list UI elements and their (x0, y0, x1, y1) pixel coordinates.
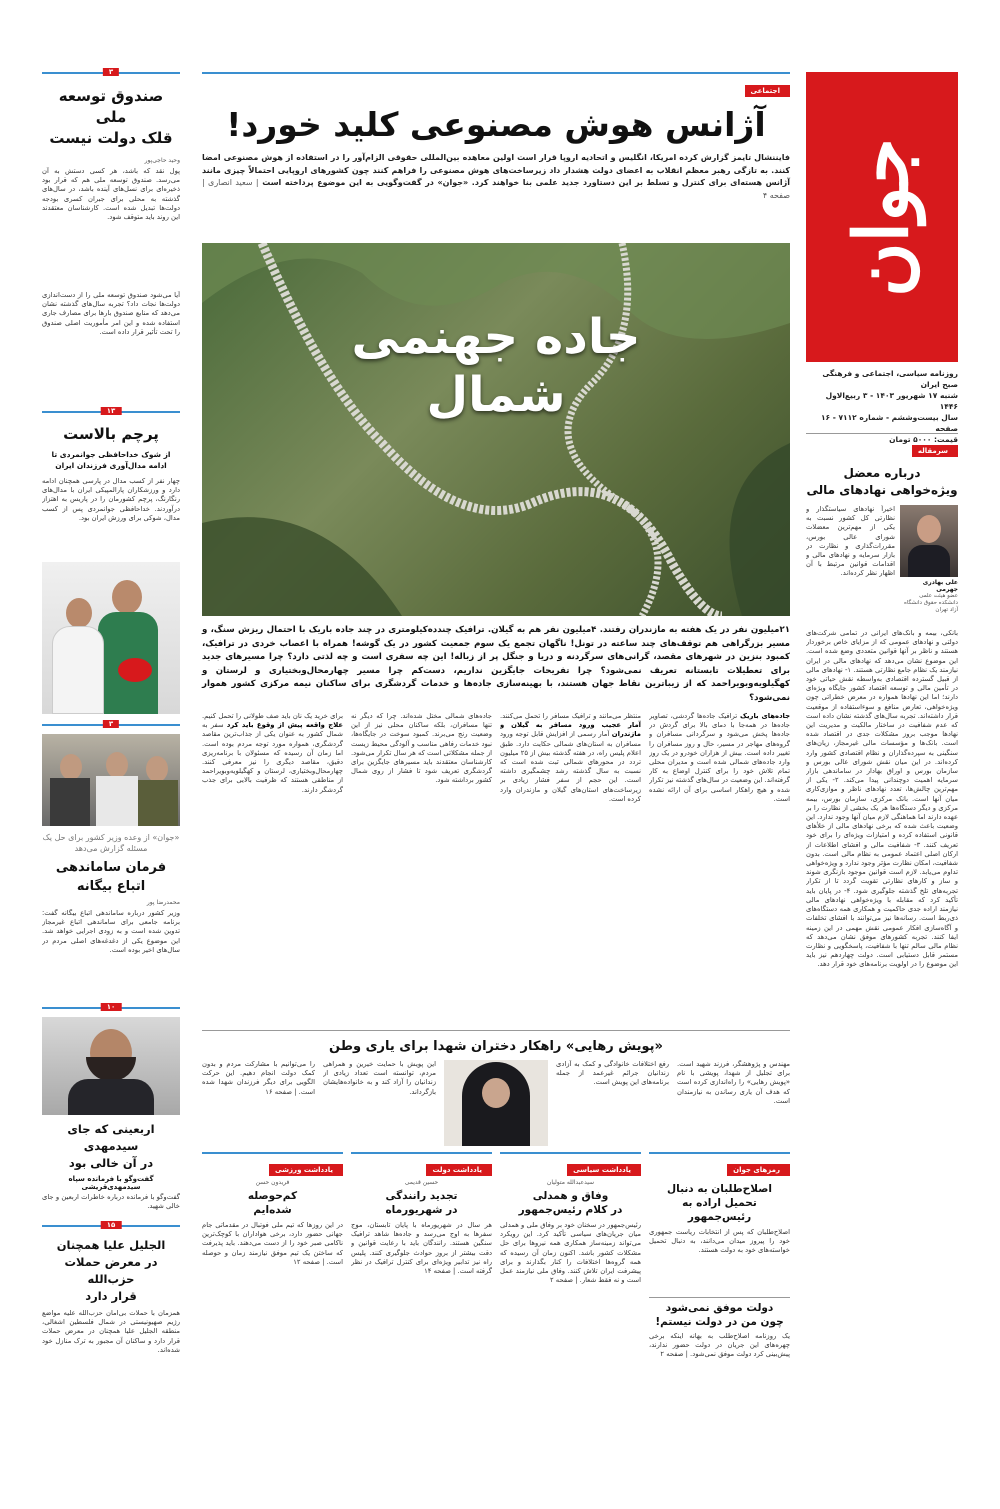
note-2-author: حسین قدیمی (404, 1179, 439, 1186)
photo-title-1: جاده جهنمی (351, 309, 641, 365)
note-3-title-2: در کلام رئیس‌جمهور (518, 1204, 623, 1216)
note-3: یادداشت سیاسی سیدعبدالله متولیان وفاق و همدلی در کلام رئیس‌جمهور رئیس‌جمهور در سخنان خود بر وفاق ملی و همدلی میان جریان‌های سیاسی تأکید کرد. این رویکرد می‌تواند زمینه‌ساز همکاری همه نیروها برای حل مشکلات کشور باشد. اکنون زمان آن رسیده که همه گروه‌ها اختلافات را کنار بگذارند و برای پیشرفت ایران تلاش کنند. وفاق ملی نیازمند عمل است و نه فقط شعار. | صفحه ۲ (500, 1152, 641, 1388)
note-4b-title-2: چون من در دولت نیستم! (655, 1316, 784, 1328)
left-s4-title-2: در آن خالی بود (68, 1156, 154, 1170)
left-s3-page: ۳ (103, 720, 119, 728)
masthead-date: شنبه ۱۷ شهریور ۱۴۰۳ - ۳ ربیع‌الاول ۱۴۴۶ (825, 391, 958, 411)
editorial-tag: سرمقاله (912, 445, 958, 457)
note-3-title-1: وفاق و همدلی (532, 1190, 609, 1202)
main-headline: آژانس هوش مصنوعی کلید خورد! (226, 105, 766, 144)
editorial-author-role: عضو هیئت علمی دانشکده حقوق دانشگاه آزاد تهران (903, 593, 958, 613)
main-photo (202, 243, 790, 616)
left-s5-title-3: قرار دارد (85, 1289, 137, 1303)
note-3-author: سیدعبدالله متولیان (546, 1179, 595, 1186)
left-s3-title-2: اتباع بیگانه (76, 879, 146, 894)
masthead-price: قیمت: ۵۰۰۰ تومان (889, 435, 958, 444)
left-s5-page: ۱۵ (101, 1221, 122, 1229)
note-1-title-2: شده‌ایم (253, 1204, 292, 1216)
note-4b-title-1: دولت موفق نمی‌شود (665, 1302, 774, 1314)
note-2-tag: یادداشت دولت (426, 1164, 492, 1176)
masthead (806, 72, 958, 445)
note-2-title-1: تجدید رانندگی (385, 1190, 458, 1202)
main-lead-text: فایننشال تایمز گزارش کرده امریکا، انگلیس و اتحادیه اروپا قرار است اولین معاهده بین‌المللی حقوقی الزام‌آور را در استفاده از هوش مصنوعی امضا کنند. به تازگی رهبر معظم انقلاب به اعضای دولت هشدار داد زیرساخت‌های هوش مصنوعی را فراهم کنند چون کشورهای اروپایی احتمالاً چیزی مانند آژانس هسته‌ای برای کنترل و تسلط بر این دستاورد جدید علمی بنا خواهند کرد. «جوان» در گفت‌وگویی به این موضوع پرداخته است (202, 153, 791, 187)
left-s5-title-1: الجلیل علیا همچنان (56, 1238, 166, 1252)
left-s3-title-1: فرمان ساماندهی (55, 860, 167, 875)
left-s2-title: پرچم بالاست (63, 425, 159, 443)
logo (806, 72, 958, 362)
editorial-column: سرمقاله درباره معضل ویژه‌خواهی نهادهای مالی علی بهادری جهرمی عضو هیئت علمی دانشکده حقوق دانشگاه آزاد تهران اخیراً نهادهای سیاستگذار و نظارتی کل کشور نسبت به یکی از مهم‌ترین معضلات شورای عالی بورس، مقررات‌گذاری و نظارت در بازار سرمایه و نهادهای مالی و اقدامات قوانین مرتبط با آن اظهار نظر کرده‌اند. بانکی، بیمه و بانک‌های ایرانی در تمامی شرکت‌های دولتی و نهادهای عمومی که از مزایای خاص برخوردار هستند و ناظر بر آنها قوانین متعددی وضع شده است. این موضوع نشان می‌دهد که نهادهای مالی در ایران نیازمند یک نظام جامع نظارتی هستند. ۱- نهادهای مالی از قبیل گسترده اقتصادی به‌واسطه نقش حیاتی خود در تأمین مالی و توسعه اقتصاد کشور جایگاه ویژه‌ای دارند؛ اما این نهادها همواره در معرض خطراتی چون ویژه‌خواهی، تعارض منافع و سوءاستفاده از موقعیت قرار داشته‌اند. تجربه سال‌های گذشته نشان داده است که عدم شفافیت در ساختار مالکیت و مدیریت این نهادها موجب بروز مشکلات جدی در اقتصاد شده است. بانک‌ها و مؤسسات مالی غیرمجاز، زیان‌های سنگینی به سپرده‌گذاران و نظام اقتصادی کشور وارد کرده‌اند. در این میان نقش شورای عالی بورس و سازمان بورس و اوراق بهادار در ساماندهی بازار سرمایه اهمیت دوچندانی پیدا می‌کند. ۲- یکی از مهم‌ترین چالش‌ها، تعدد نهادهای ناظر و موازی‌کاری میان آنها است. بانک مرکزی، سازمان بورس، بیمه مرکزی و دیگر دستگاه‌ها هر یک بخشی از نظارت را بر عهده دارند اما هماهنگی لازم میان آنها وجود ندارد. این وضعیت باعث شده که برخی نهادهای مالی از خلأهای قانونی استفاده کرده و امتیازات ویژه‌ای را برای خود تعریف کنند. ۳- شفافیت مالی و افشای اطلاعات از ارکان اصلی اعتماد عمومی به نظام مالی است. بدون شفافیت، امکان نظارت مؤثر وجود ندارد و ویژه‌خواهی تداوم می‌یابد. لازم است قوانین موجود بازنگری شوند و ساز و کارهای نظارتی تقویت گردد تا از تکرار تجربه‌های تلخ گذشته جلوگیری شود. ۴- در پایان باید تأکید کرد که مقابله با ویژه‌خواهی نهادهای مالی نیازمند اراده جدی حاکمیت و همکاری همه دستگاه‌های ذی‌ربط است. رسانه‌ها نیز می‌توانند با افشای تخلفات و آگاه‌سازی افکار عمومی نقش مهمی در این زمینه ایفا کنند. تجربه کشورهای موفق نشان می‌دهد که نظام مالی سالم تنها با شفافیت، پاسخگویی و نظارت مستمر قابل دستیابی است. دولت چهاردهم نیز باید این موضوع را در اولویت برنامه‌های خود قرار دهد. (806, 433, 958, 1509)
note-3-tag: یادداشت سیاسی (567, 1164, 641, 1176)
note-2: یادداشت دولت حسین قدیمی تجدید رانندگی در شهریورماه هر سال در شهریورماه با پایان تابستان، موج سفرها به اوج می‌رسد و جاده‌ها شاهد ترافیک سنگین هستند. رانندگان باید با رعایت قوانین و دقت بیشتر از بروز حوادث جلوگیری کنند. پلیس راه نیز تدابیر ویژه‌ای برای کنترل ترافیک در نظر گرفته است. | صفحه ۱۴ (351, 1152, 492, 1388)
masthead-issue: سال بیست‌وششم - شماره ۷۱۱۲ - ۱۶ صفحه (820, 413, 958, 433)
left-s3-kicker: «جوان» از وعده وزیر کشور برای حل یک مسئله گزارش می‌دهد (42, 833, 180, 853)
left-s3-photo (42, 734, 180, 826)
author-avatar (900, 505, 958, 577)
note-4: رمزهای جوان اصلاح‌طلبان به دنبال تحمیل اراده به رئیس‌جمهور اصلاح‌طلبان که پس از انتخابات ریاست جمهوری خود را پیروز میدان می‌دانند، به دنبال تحمیل خواسته‌های خود به دولت هستند. دولت موفق نمی‌شود چون من در دولت نیستم! یک روزنامه اصلاح‌طلب به بهانه اینکه برخی چهره‌های این جریان در دولت حضور ندارند، پیش‌بینی کرد دولت موفق نمی‌شود. | صفحه ۲ (649, 1152, 790, 1388)
left-s1-author: وحید حاجی‌پور (144, 157, 180, 164)
editorial-title-2: ویژه‌خواهی نهادهای مالی (806, 483, 958, 497)
photo-title-2: شمال (426, 367, 566, 423)
left-s1-page: ۳ (103, 68, 119, 76)
main-tag: اجتماعی (745, 85, 791, 97)
note-2-title-2: در شهریورماه (385, 1204, 458, 1216)
left-s1-title-2: قلک دولت نیست (49, 129, 173, 147)
martyrs-band: «پویش رهایی» راهکار دختران شهدا برای یاری وطن مهندس و پژوهشگر، فرزند شهید است. برای تجلیل از شهدا، پویشی با نام «پویش رهایی» را راه‌اندازی کرده است که هدف آن یاری رساندن به نیازمندان است. رفع اختلافات خانوادگی و کمک به آزادی زندانیان جرائم غیرعمد از جمله برنامه‌های این پویش است. این پویش با حمایت خیرین و همراهی مردم، توانسته است تعداد زیادی از زندانیان را آزاد کند و به خانواده‌هایشان بازگرداند. را می‌توانیم با مشارکت مردم و بدون کمک دولت انجام دهیم. این حرکت الگویی برای دیگر فرزندان شهدا شده است. | صفحه ۱۶ (202, 1030, 790, 1148)
logo-text: جوان (839, 137, 925, 297)
left-s4-title-1: اربعینی که جای سیدمهدی (67, 1122, 155, 1153)
bottom-notes (202, 1152, 790, 1388)
main-subhead-1: آمار عجیب ورود مسافر به گیلان و مازندران (500, 721, 641, 739)
left-s2-photo (42, 562, 180, 714)
note-4-tag: رمزهای جوان (727, 1164, 790, 1176)
left-column: ۳ صندوق توسعه ملی قلک دولت نیست وحید حاجی‌پور پول نقد که باشد، هر کسی دستش به آن می‌رسد. صندوق توسعه ملی هم که قرار بود ذخیره‌ای برای نسل‌های آینده باشد، در سال‌های گذشته به محلی برای جبران کسری بودجه دولت‌ها تبدیل شده است. کارشناسان معتقدند این روند باید متوقف شود. آیا می‌شود صندوق توسعه ملی را از دست‌اندازی دولت‌ها نجات داد؟ تجربه سال‌های گذشته نشان می‌دهد که منابع صندوق بارها برای مصارف جاری استفاده شده و این امر مأموریت اصلی صندوق را تحت تأثیر قرار داده است. ۱۳ پرچم بالاست از شوک خداحافظی جوانمردی تا ادامه مدال‌آوری فرزندان ایران چهار نفر از کسب مدال در پارسی همچنان ادامه دارد و ورزشکاران پارالمپیکی ایران با مدال‌های رنگارنگ، پرچم کشورمان را در پاریس به اهتزاز درآوردند. خداحافظی جوانمردی پس از کسب مدال، شوکی برای ورزش ایران بود. ۳ «جوان» از وعده وزیر کشور برای حل یک مسئله گزارش می‌دهد فرمان ساماندهی اتباع بیگانه محمدرضا پور وزیر کشور درباره ساماندهی اتباع بیگانه گفت: برنامه جامعی برای ساماندهی اتباع غیرمجاز تدوین شده است و به زودی اجرایی خواهد شد. این موضوع یکی از دغدغه‌های اصلی مردم در سال‌های اخیر بوده است. ۱۰ اربعینی که جای سیدمهدی در آن خالی بود گفت‌وگو با فرمانده سپاه سید‌مهدی‌قریشی گفت‌وگو با فرمانده درباره خاطرات اربعین و جای خالی شهید. ۱۵ الجلیل علیا همچنان در معرض حملات حزب‌الله قرار دارد همزمان با حملات بی‌امان حزب‌الله علیه مواضع رژیم صهیونیستی در شمال فلسطین اشغالی، منطقه الجلیل علیا همچنان در معرض حملات قرار دارد و ساکنان آن مجبور به ترک منازل خود شده‌اند. (42, 68, 180, 1354)
main-lead-ref: سعید انصاری | صفحه ۴ (202, 178, 790, 200)
left-s5-title-2: در معرض حملات حزب‌الله (64, 1255, 158, 1286)
note-1-title-1: کم‌حوصله (247, 1190, 298, 1202)
main-lead: فایننشال تایمز گزارش کرده امریکا، انگلیس و اتحادیه اروپا قرار است اولین معاهده بین‌المللی حقوقی الزام‌آور را در استفاده از هوش مصنوعی امضا کنند. به تازگی رهبر معظم انقلاب به اعضای دولت هشدار داد زیرساخت‌های هوش مصنوعی را فراهم کنند چون کشورهای اروپایی احتمالاً چیزی مانند آژانس هسته‌ای برای کنترل و تسلط بر این دستاورد جدید علمی بنا خواهند کرد. «جوان» در گفت‌وگویی به این موضوع پرداخته است | سعید انصاری | صفحه ۴ (202, 153, 791, 200)
note-4-title-2: تحمیل اراده به رئیس‌جمهور (682, 1197, 757, 1223)
left-s4-page: ۱۰ (101, 1003, 122, 1011)
left-s3-author: محمدرضا پور (146, 899, 180, 906)
left-s4-photo (42, 1017, 180, 1115)
left-s2-page: ۱۳ (101, 407, 122, 415)
note-1: یادداشت ورزشی فریدون حسن کم‌حوصله شده‌ایم در این روزها که تیم ملی فوتبال در مقدماتی جام جهانی حضور دارد، برخی هواداران با کوچک‌ترین ناکامی صبر خود را از دست می‌دهند. باید پذیرفت که ساختن یک تیم موفق نیازمند زمان و حوصله است. | صفحه ۱۲ (202, 1152, 343, 1388)
left-s2-sub: از شوک خداحافظی جوانمردی تا ادامه مدال‌آوری فرزندان ایران (51, 450, 171, 470)
note-1-tag: یادداشت ورزشی (269, 1164, 343, 1176)
photo-lead-text: ۲۱میلیون نفر در یک هفته به مازندران رفتند. ۴میلیون نفر هم به گیلان. ترافیک چندده‌کیلومتری در چند جاده باریک با احتمال ریزش سنگ، و مسیر بزرگراهی هم توقف‌های چند ساعته در تونل! ناگهان تجمع یک سوم جمعیت کشور در یک گوشه! همراه با اعصاب خردی در ترافیک، کمبود بنزین در شهرهای مقصد، گرانی‌های سرگردنه و دریا و جنگل پر از زباله! این چه سفری است و چه لذتی دارد؟ چرا مسیرهای جدید برای تعطیلات تابستانه تعریف نمی‌شود؟ چرا تفریحات جایگزین نداریم، دست‌کم چرا مسیر چهارمحال‌وبختیاری و لرستان و کهگیلویه‌وبویراحمد که از زیباترین نقاط جهان هستند، با بهینه‌سازی جاده‌ها و خدمات گردشگری برای ساکنان نیمه مرکزی کشور هموار نمی‌شود؟ (202, 625, 790, 703)
main-body: جاده‌های باریک ترافیک جاده‌ها گردشی، تصاویر جاده‌ها در همه‌جا با دمای بالا برای گردش در جاده‌ها پخش می‌شود و سرگردانی مسافران و گروه‌های مهاجر در مسیر، حال و روز مسافران را تغییر داده است. بیش از هزاران خودرو در یک روز وارد جاده‌های شمالی شده است و مدیران محلی تمام تلاش خود را برای کنترل اوضاع به کار گرفته‌اند. این وضعیت در سال‌های گذشته نیز تکرار شده و هیچ راهکار اساسی برای آن ارائه نشده است. منتظر می‌مانند و ترافیک مسافر را تحمل می‌کنند. آمار عجیب ورود مسافر به گیلان و مازندران آمار رسمی از افزایش قابل توجه ورود مسافران به استان‌های شمالی حکایت دارد. طبق اعلام پلیس راه، در هفته گذشته بیش از ۲۵ میلیون تردد در محورهای شمالی ثبت شده است که نسبت به سال گذشته رشد چشمگیری داشته است. این حجم از سفر فشار زیادی بر زیرساخت‌های استان‌های گیلان و مازندران وارد کرده است. جاده‌های شمالی مختل شده‌اند. چرا که دیگر نه تنها مسافران، بلکه ساکنان محلی نیز از این وضعیت رنج می‌برند. کمبود سوخت در جایگاه‌ها، نبود خدمات رفاهی مناسب و آلودگی محیط زیست از جمله مشکلاتی است که هر سال تکرار می‌شود. کارشناسان معتقدند باید مسیرهای جایگزین برای گردشگری تعریف شود تا فشار از روی شمال کشور برداشته شود. برای خرید یک نان باید صف طولانی را تحمل کنیم. علاج واقعه پیش از وقوع باید کرد سفر به شمال کشور به عنوان یکی از جذاب‌ترین مقاصد گردشگری، همواره مورد توجه مردم بوده است. اما زمان آن رسیده که مسئولان با برنامه‌ریزی دقیق، مقاصد دیگری را نیز معرفی کنند. چهارمحال‌وبختیاری، لرستان و کهگیلویه‌وبویراحمد از مناطقی هستند که ظرفیت بالایی برای جذب گردشگر دارند. (202, 712, 790, 803)
band-title: «پویش رهایی» راهکار دختران شهدا برای یاری وطن (329, 1039, 663, 1054)
masthead-subtitle: روزنامه سیاسی، اجتماعی و فرهنگی صبح ایران (822, 369, 958, 389)
mountain-road-photo (202, 243, 790, 616)
left-s4-sub: گفت‌وگو با فرمانده سپاه سید‌مهدی‌قریشی (68, 1175, 154, 1191)
main-subhead-3: علاج واقعه پیش از وقوع باید کرد (226, 721, 343, 730)
photo-lead (202, 624, 790, 705)
note-4-title-1: اصلاح‌طلبان به دنبال (667, 1183, 772, 1195)
main-section (202, 72, 790, 202)
note-1-author: فریدون حسن (255, 1179, 290, 1186)
editorial-title-1: درباره معضل (843, 466, 921, 480)
editorial-author: علی بهادری جهرمی (922, 579, 958, 593)
band-photo (444, 1060, 548, 1146)
left-s1-title-1: صندوق توسعه ملی (58, 87, 164, 126)
main-subhead-2: جاده‌های باریک (740, 712, 790, 720)
